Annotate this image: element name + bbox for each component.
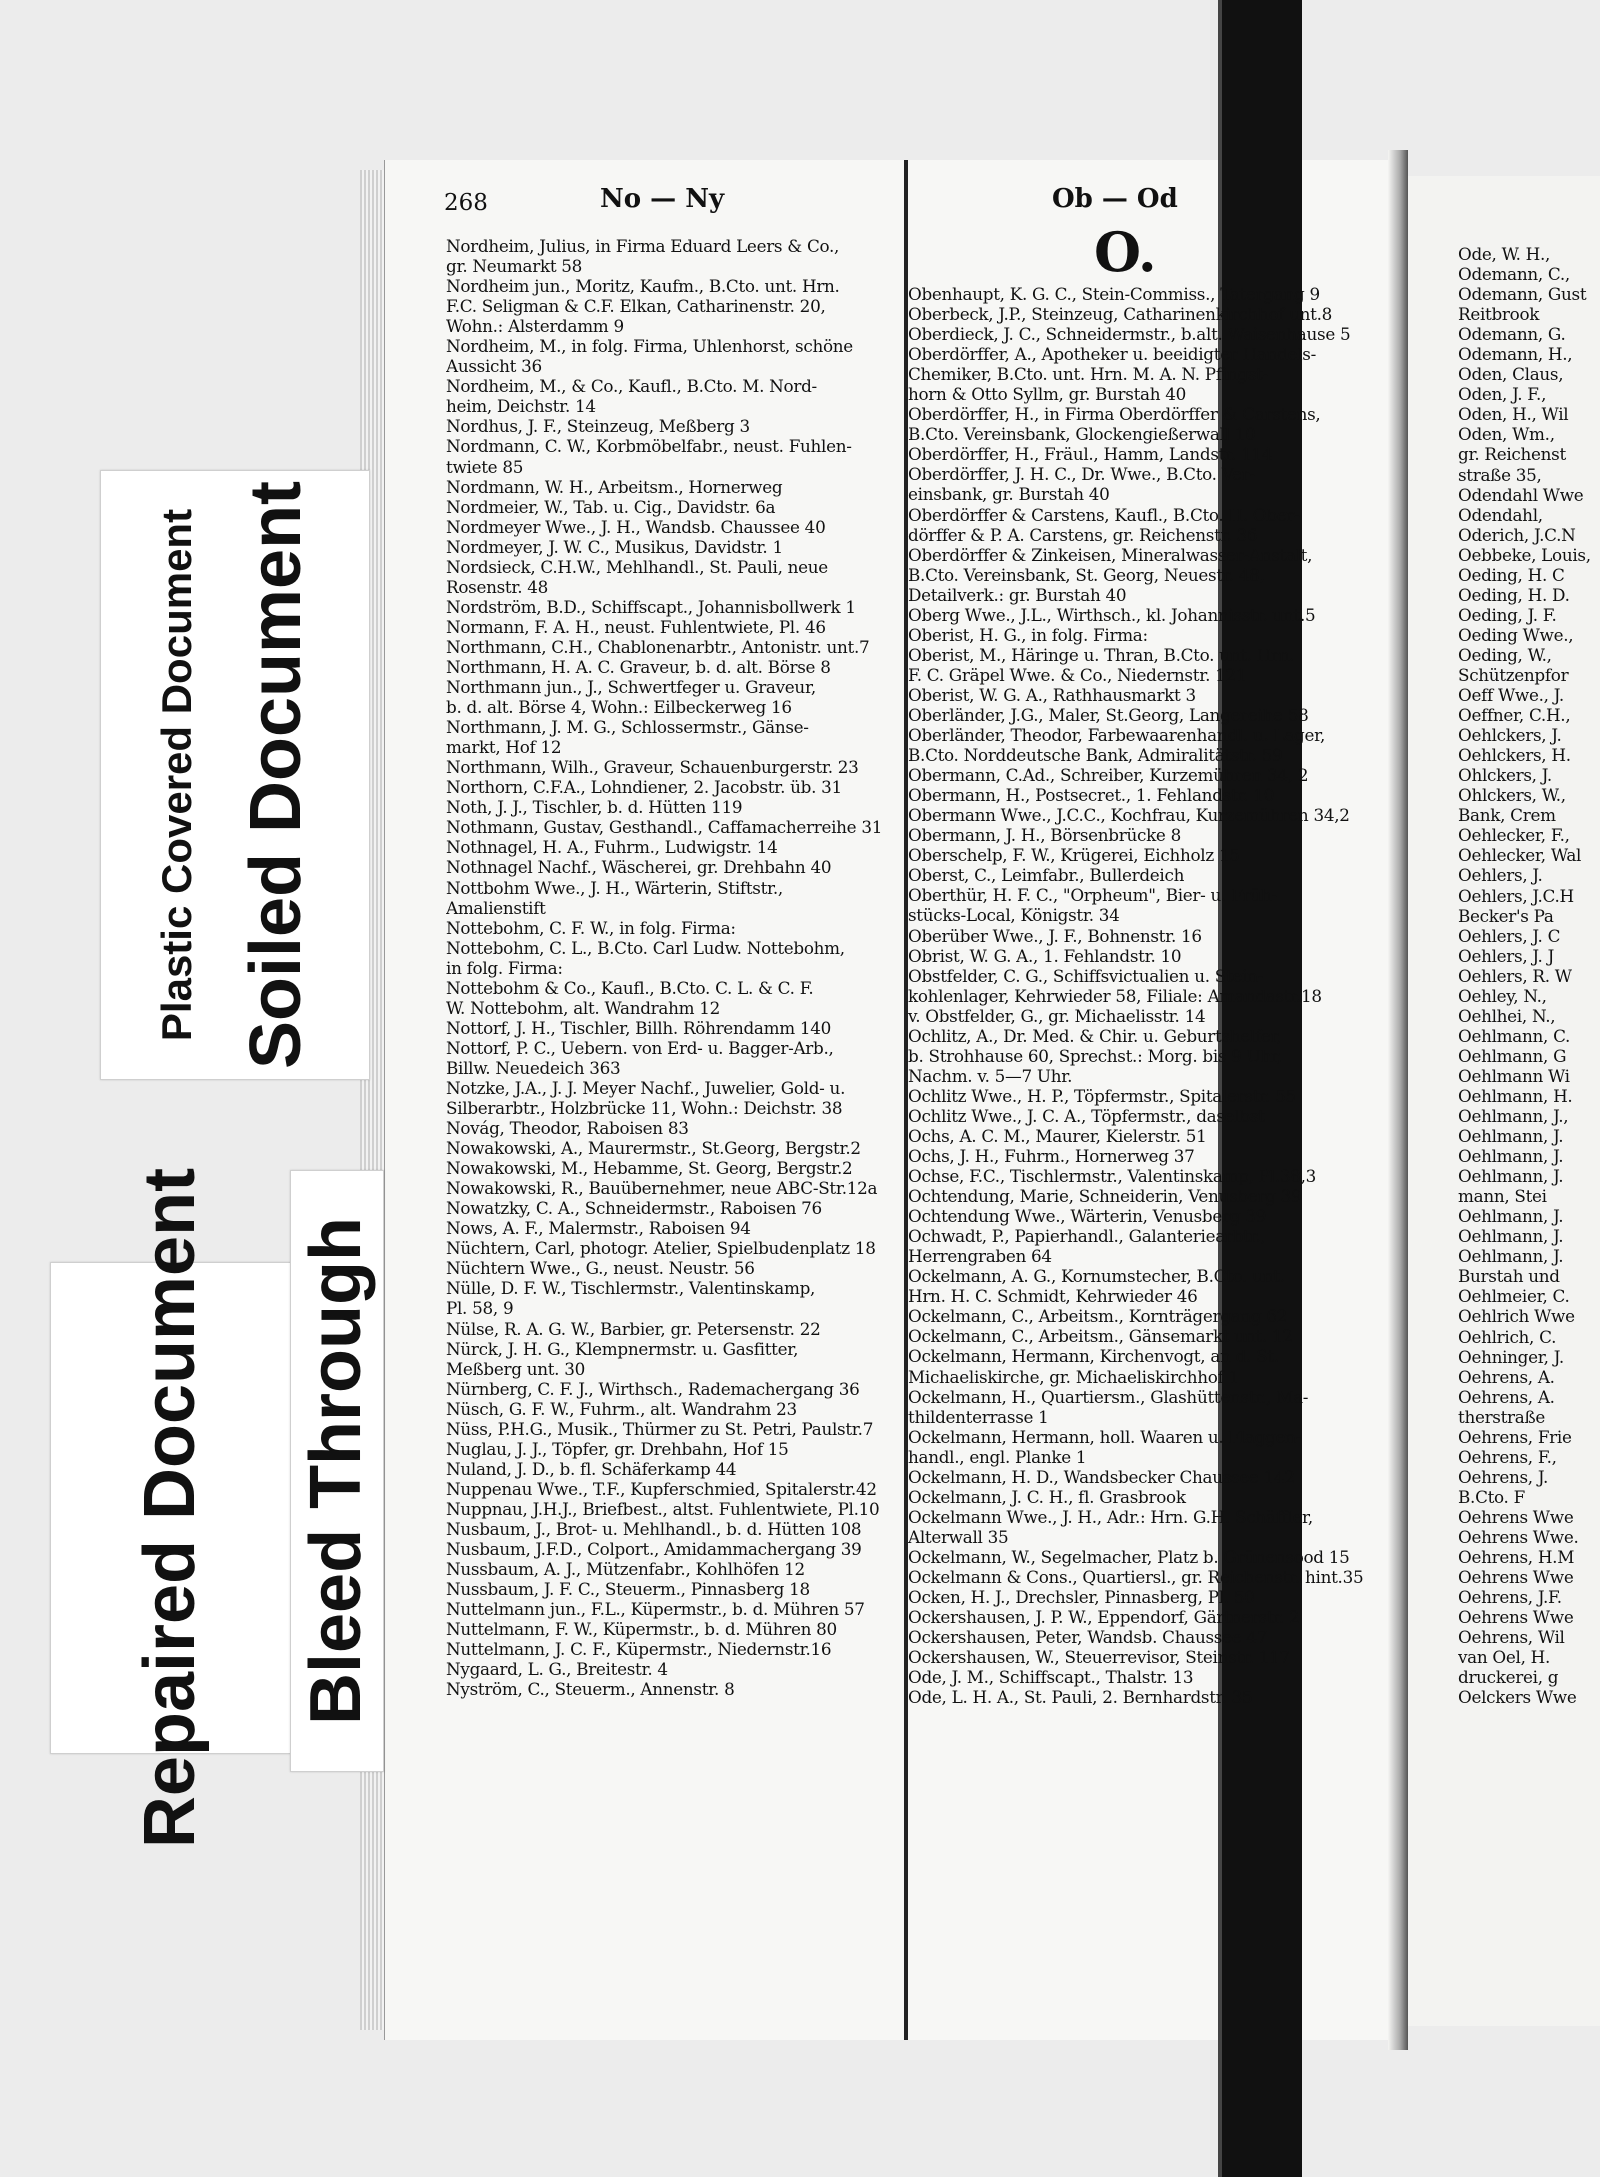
entry-line: Oehrens Wwe xyxy=(1458,1607,1574,1628)
entry-line: Obstfelder, C. G., Schiffsvictualien u. Stein- xyxy=(908,965,1264,986)
entry-line: Oden, J. F., xyxy=(1458,384,1547,405)
entry-line: Oberdörffer & Carstens, Kaufl., B.Cto. H. Ober- xyxy=(908,504,1300,525)
entry-line: Oehlmann, J. xyxy=(1458,1166,1564,1187)
entry-line: Ockelmann, H. D., Wandsbecker Chaussee 142 xyxy=(908,1466,1295,1487)
entry-line: Alterwall 35 xyxy=(908,1526,1009,1547)
entry-line: Nuttelmann, F. W., Küpermstr., b. d. Mühren 80 xyxy=(446,1619,837,1640)
entry-line: Oehrens, F., xyxy=(1458,1446,1557,1467)
entry-line: Nowakowski, M., Hebamme, St. Georg, Bergstr.2 xyxy=(446,1158,853,1179)
entry-line: Oden, H., Wil xyxy=(1458,404,1569,425)
entry-line: Oberist, M., Häringe u. Thran, B.Cto. unt. Hrn. xyxy=(908,644,1295,665)
entry-line: Ockelmann, H., Quartiersm., Glashüttenstr., Ma- xyxy=(908,1386,1309,1407)
entry-line: Ockelmann, Hermann, Kirchenvogt, an d. St. xyxy=(908,1346,1279,1367)
entry-line: Odemann, G. xyxy=(1458,324,1566,345)
entry-line: Ockelmann, Hermann, holl. Waaren u. Flaggen- xyxy=(908,1426,1302,1447)
entry-line: van Oel, H. xyxy=(1458,1647,1551,1668)
entry-line: Obermann, J. H., Börsenbrücke 8 xyxy=(908,825,1181,846)
entry-line: Burstah und xyxy=(1458,1266,1560,1287)
entry-line: Odemann, H., xyxy=(1458,344,1573,365)
entry-line: Nordheim, M., & Co., Kaufl., B.Cto. M. Nord- xyxy=(446,376,817,397)
entry-line: Oberdörffer, J. H. C., Dr. Wwe., B.Cto. Ver- xyxy=(908,464,1255,485)
entry-line: Oeding, H. D. xyxy=(1458,584,1570,605)
entry-line: Oberthür, H. F. C., "Orpheum", Bier- u. Früh- xyxy=(908,885,1277,906)
entry-line: thildenterrasse 1 xyxy=(908,1406,1049,1427)
entry-line: Meßberg unt. 30 xyxy=(446,1358,585,1379)
entry-line: Ochse, F.C., Tischlermstr., Valentinskamp, Pl.38,3 xyxy=(908,1166,1317,1187)
entry-line: b. d. alt. Börse 4, Wohn.: Eilbeckerweg 16 xyxy=(446,697,792,718)
entry-line: Nordmeier, W., Tab. u. Cig., Davidstr. 6a xyxy=(446,496,776,517)
entry-line: Reitbrook xyxy=(1458,304,1540,325)
entry-line: Oden, Wm., xyxy=(1458,424,1555,445)
entry-line: Oehlmann Wi xyxy=(1458,1065,1570,1086)
entry-line: Ochs, A. C. M., Maurer, Kielerstr. 51 xyxy=(908,1125,1207,1146)
book-fold xyxy=(1388,150,1408,2050)
entry-line: Oehlers, J. J xyxy=(1458,945,1555,966)
entry-line: Oberländer, Theodor, Farbewaarenhandl. u. Lager, xyxy=(908,725,1326,746)
entry-line: Nowakowski, R., Bauübernehmer, neue ABC-Str.12a xyxy=(446,1178,878,1199)
entry-line: Nuglau, J. J., Töpfer, gr. Drehbahn, Hof 15 xyxy=(446,1438,789,1459)
entry-line: Nürnberg, C. F. J., Wirthsch., Rademachergang 36 xyxy=(446,1378,860,1399)
entry-line: druckerei, g xyxy=(1458,1667,1559,1688)
entry-line: Nowakowski, A., Maurermstr., St.Georg, Bergstr.2 xyxy=(446,1138,861,1159)
entry-line: Oberdörffer, H., in Firma Oberdörffer & Carstens, xyxy=(908,404,1321,425)
entry-line: Oehlers, R. W xyxy=(1458,965,1572,986)
entry-line: Nothnagel, H. A., Fuhrm., Ludwigstr. 14 xyxy=(446,837,778,858)
entry-line: Oeffner, C.H., xyxy=(1458,705,1571,726)
entry-line: Oehrens Wwe xyxy=(1458,1506,1574,1527)
entry-line: Oebbeke, Louis, xyxy=(1458,544,1591,565)
entry-line: Herrengraben 64 xyxy=(908,1246,1052,1267)
entry-line: Nothnagel Nachf., Wäscherei, gr. Drehbahn 40 xyxy=(446,857,832,878)
entry-line: Nüsch, G. F. W., Fuhrm., alt. Wandrahm 23 xyxy=(446,1398,797,1419)
entry-line: Nuttelmann jun., F.L., Küpermstr., b. d. Mühren 57 xyxy=(446,1599,865,1620)
entry-line: Ochs, J. H., Fuhrm., Hornerweg 37 xyxy=(908,1146,1195,1167)
entry-line: Nuttelmann, J. C. F., Küpermstr., Niedernstr.16 xyxy=(446,1639,832,1660)
entry-line: B.Cto. Vereinsbank, St. Georg, Neuestr. 48, xyxy=(908,564,1265,585)
label-bleed-through: Bleed Through xyxy=(296,1217,377,1725)
entry-line: Oelckers Wwe xyxy=(1458,1687,1577,1708)
entry-line: Nusbaum, J., Brot- u. Mehlhandl., b. d. Hütten 108 xyxy=(446,1519,862,1539)
entry-line: Rosenstr. 48 xyxy=(446,576,549,597)
entry-line: Oehninger, J. xyxy=(1458,1346,1564,1367)
entry-line: Ode, J. M., Schiffscapt., Thalstr. 13 xyxy=(908,1667,1194,1688)
entry-line: Nottbohm Wwe., J. H., Wärterin, Stiftstr., xyxy=(446,877,783,898)
entry-line: Northmann jun., J., Schwertfeger u. Graveur, xyxy=(446,677,816,698)
entry-line: Oderich, J.C.N xyxy=(1458,524,1576,545)
entry-line: Ockelmann, C., Arbeitsm., Gänsemarkt unt. 12 xyxy=(908,1326,1293,1347)
entry-line: Michaeliskirche, gr. Michaeliskirchhof 1 xyxy=(908,1366,1239,1387)
entry-line: Noth, J. J., Tischler, b. d. Hütten 119 xyxy=(446,797,743,818)
entry-line: Ochtendung, Marie, Schneiderin, Venusberg 39 xyxy=(908,1186,1302,1207)
entry-line: Oberbeck, J.P., Steinzeug, Catharinenkirchhof unt.8 xyxy=(908,304,1332,325)
entry-line: Oehlecker, Wal xyxy=(1458,845,1582,866)
entry-line: Oeding, J. F. xyxy=(1458,604,1557,625)
entry-line: Detailverk.: gr. Burstah 40 xyxy=(908,584,1127,605)
entry-line: Hrn. H. C. Schmidt, Kehrwieder 46 xyxy=(908,1286,1198,1307)
entry-line: Oehrens Wwe. xyxy=(1458,1527,1579,1547)
entry-line: Obrist, W. G. A., 1. Fehlandstr. 10 xyxy=(908,945,1182,966)
entry-line: Nordmann, W. H., Arbeitsm., Hornerweg xyxy=(446,476,783,497)
entry-line: straße 35, xyxy=(1458,464,1542,485)
entry-line: Oehlecker, F., xyxy=(1458,825,1570,846)
entry-line: Oehlmann, C. xyxy=(1458,1025,1571,1046)
right-column xyxy=(1458,244,1600,1707)
entry-line: Ockelmann Wwe., J. H., Adr.: Hrn. G.H. Schäffler, xyxy=(908,1506,1313,1527)
entry-line: Nüchtern Wwe., G., neust. Neustr. 56 xyxy=(446,1258,755,1279)
entry-line: kohlenlager, Kehrwieder 58, Filiale: Amandastr.18 xyxy=(908,985,1322,1006)
entry-line: Oberist, W. G. A., Rathhausmarkt 3 xyxy=(908,684,1196,705)
entry-line: Oehlers, J.C.H xyxy=(1458,885,1574,906)
entry-line: Oehrens, Frie xyxy=(1458,1426,1572,1447)
entry-line: Oehlmann, G xyxy=(1458,1045,1567,1066)
entry-line: heim, Deichstr. 14 xyxy=(446,396,596,417)
entry-line: Nussbaum, A. J., Mützenfabr., Kohlhöfen 12 xyxy=(446,1559,805,1580)
entry-line: markt, Hof 12 xyxy=(446,737,562,758)
entry-line: stücks-Local, Königstr. 34 xyxy=(908,905,1120,926)
entry-line: B.Cto. F xyxy=(1458,1486,1525,1507)
entry-line: Oehlmann, J. xyxy=(1458,1246,1564,1267)
entry-line: gr. Reichenst xyxy=(1458,444,1566,465)
entry-line: Amalienstift xyxy=(446,897,546,918)
entry-line: handl., engl. Planke 1 xyxy=(908,1446,1087,1467)
entry-line: therstraße xyxy=(1458,1406,1546,1427)
entry-line: in folg. Firma: xyxy=(446,957,563,978)
entry-line: einsbank, gr. Burstah 40 xyxy=(908,484,1110,505)
entry-line: Billw. Neuedeich 363 xyxy=(446,1057,621,1078)
entry-line: Obermann, C.Ad., Schreiber, Kurzemühren 34, 2 xyxy=(908,765,1309,786)
entry-line: Ode, L. H. A., St. Pauli, 2. Bernhardstr. 35 xyxy=(908,1687,1253,1708)
entry-line: Oehlmann, H. xyxy=(1458,1085,1573,1106)
entry-line: Obermann Wwe., J.C.C., Kochfrau, Kurzemühren 34,2 xyxy=(908,805,1350,826)
entry-line: Oberist, H. G., in folg. Firma: xyxy=(908,624,1148,645)
label-repaired-box xyxy=(50,1167,292,1849)
entry-line: Nottebohm & Co., Kaufl., B.Cto. C. L. & C. F. xyxy=(446,977,814,998)
entry-line: Ockelmann & Cons., Quartiersl., gr. Reichenstr. hint.35 xyxy=(908,1567,1364,1587)
entry-line: Silberarbtr., Holzbrücke 11, Wohn.: Deichstr. 38 xyxy=(446,1098,843,1119)
label-bleed-box xyxy=(290,1170,384,1772)
entry-line: Oehlhei, N., xyxy=(1458,1005,1556,1026)
entry-line: Northmann, J. M. G., Schlossermstr., Gänse- xyxy=(446,717,809,738)
entry-line: Oehrens, H.M xyxy=(1458,1547,1575,1568)
entry-line: Northorn, C.F.A., Lohndiener, 2. Jacobstr. üb. 31 xyxy=(446,777,842,798)
entry-line: Nordmeyer Wwe., J. H., Wandsb. Chaussee 40 xyxy=(446,516,826,537)
entry-line: Nordmeyer, J. W. C., Musikus, Davidstr. 1 xyxy=(446,536,783,557)
entry-line: Ohlckers, J. xyxy=(1458,765,1552,786)
entry-line: Nüchtern, Carl, photogr. Atelier, Spielbudenplatz 18 xyxy=(446,1238,876,1259)
entry-line: B.Cto. Vereinsbank, Glockengießerwall 10 xyxy=(908,424,1256,445)
entry-line: Bank, Crem xyxy=(1458,805,1556,826)
entry-line: Oehrens, J. xyxy=(1458,1466,1548,1487)
entry-line: Odemann, Gust xyxy=(1458,284,1587,305)
entry-line: Nottorf, P. C., Uebern. von Erd- u. Bagger-Arb., xyxy=(446,1037,834,1058)
entry-line: Ochwadt, P., Papierhandl., Galanteriearbtr., xyxy=(908,1226,1266,1247)
entry-line: Oehrens Wwe xyxy=(1458,1567,1574,1588)
entry-line: Oberschelp, F. W., Krügerei, Eichholz 15 xyxy=(908,845,1240,866)
entry-line: B.Cto. Norddeutsche Bank, Admiralitätstr. 59 xyxy=(908,745,1283,766)
middle-column xyxy=(908,284,1384,1707)
entry-line: Schützenpfor xyxy=(1458,664,1569,685)
entry-line: Chemiker, B.Cto. unt. Hrn. M. A. N. Pfingst- xyxy=(908,364,1268,385)
entry-line: Oden, Claus, xyxy=(1458,364,1564,385)
entry-line: Oeding, W., xyxy=(1458,644,1552,665)
label-repaired: Repaired Document xyxy=(130,1167,211,1849)
entry-line: Nussbaum, J. F. C., Steuerm., Pinnasberg 18 xyxy=(446,1579,810,1600)
entry-line: Nuppnau, J.H.J., Briefbest., altst. Fuhlentwiete, Pl.10 xyxy=(446,1498,880,1519)
label-plastic-covered: Plastic Covered Document xyxy=(153,508,201,1042)
entry-line: Nürck, J. H. G., Klempnermstr. u. Gasfitter, xyxy=(446,1338,799,1359)
entry-line: Oehley, N., xyxy=(1458,985,1547,1006)
entry-line: gr. Neumarkt 58 xyxy=(446,256,583,277)
entry-line: Oehlmann, J. xyxy=(1458,1226,1564,1247)
entry-line: Oehlers, J. C xyxy=(1458,925,1561,946)
entry-line: Oberländer, J.G., Maler, St.Georg, Langereihe 58 xyxy=(908,704,1309,725)
entry-line: horn & Otto Syllm, gr. Burstah 40 xyxy=(908,384,1187,405)
entry-line: Ockelmann, W., Segelmacher, Platz b. Grünensood 15 xyxy=(908,1546,1350,1567)
entry-line: Ochlitz, A., Dr. Med. & Chir. u. Geburtshelfer, xyxy=(908,1025,1282,1046)
entry-line: b. Strohhause 60, Sprechst.: Morg. bis 9 Uhr, xyxy=(908,1045,1282,1066)
entry-line: Ockelmann, J. C. H., fl. Grasbrook xyxy=(908,1486,1186,1507)
entry-line: Northmann, H. A. C. Graveur, b. d. alt. Börse 8 xyxy=(446,656,831,677)
entry-line: Notzke, J.A., J. J. Meyer Nachf., Juwelier, Gold- u. xyxy=(446,1077,846,1098)
entry-line: Pl. 58, 9 xyxy=(446,1298,514,1319)
entry-line: Oehlmann, J. xyxy=(1458,1206,1564,1227)
entry-line: Nusbaum, J.F.D., Colport., Amidammachergang 39 xyxy=(446,1539,862,1560)
entry-line: Nordmann, C. W., Korbmöbelfabr., neust. Fuhlen- xyxy=(446,436,852,457)
entry-line: Oehrens, Wil xyxy=(1458,1627,1565,1648)
entry-line: Oehlmann, J., xyxy=(1458,1106,1569,1127)
section-letter: O. xyxy=(1094,220,1157,284)
entry-line: Nachm. v. 5—7 Uhr. xyxy=(908,1065,1073,1086)
entry-line: Aussicht 36 xyxy=(446,356,542,377)
header-left: No — Ny xyxy=(600,184,725,214)
entry-line: W. Nottebohm, alt. Wandrahm 12 xyxy=(446,997,720,1018)
entry-line: Nordhus, J. F., Steinzeug, Meßberg 3 xyxy=(446,416,750,437)
entry-line: Ocken, H. J., Drechsler, Pinnasberg, Pl. 50 xyxy=(908,1587,1255,1608)
entry-line: Wohn.: Alsterdamm 9 xyxy=(446,316,624,337)
label-plastic-soiled xyxy=(100,470,370,1080)
header-middle: Ob — Od xyxy=(1052,184,1178,214)
entry-line: Oeding Wwe., xyxy=(1458,624,1574,645)
entry-line: Oehlrich, C. xyxy=(1458,1326,1557,1347)
entry-line: Nülse, R. A. G. W., Barbier, gr. Petersenstr. 22 xyxy=(446,1318,821,1339)
entry-line: mann, Stei xyxy=(1458,1186,1547,1207)
entry-line: Oberdörffer, A., Apotheker u. beeidigter Handels- xyxy=(908,344,1316,365)
entry-line: Odendahl Wwe xyxy=(1458,484,1584,505)
entry-line: Ockershausen, J. P. W., Eppendorf, Gärtnerstr. 2 xyxy=(908,1607,1300,1628)
entry-line: F.C. Seligman & C.F. Elkan, Catharinenstr. 20, xyxy=(446,296,826,317)
entry-line: Nows, A. F., Malermstr., Raboisen 94 xyxy=(446,1218,751,1239)
entry-line: Oberst, C., Leimfabr., Bullerdeich xyxy=(908,865,1185,886)
entry-line: Oehlmann, J. xyxy=(1458,1126,1564,1147)
entry-line: Oehlckers, J. xyxy=(1458,725,1562,746)
entry-line: Ockershausen, Peter, Wandsb. Chaussee 47 xyxy=(908,1627,1268,1648)
entry-line: Oehrens, A. xyxy=(1458,1386,1555,1407)
entry-line: Nyström, C., Steuerm., Annenstr. 8 xyxy=(446,1679,735,1700)
entry-line: Oeding, H. C xyxy=(1458,564,1565,585)
entry-line: Ockershausen, W., Steuerrevisor, Steinstr. 117 xyxy=(908,1647,1290,1668)
entry-line: Nuppenau Wwe., T.F., Kupferschmied, Spitalerstr.42 xyxy=(446,1478,877,1499)
entry-line: Northmann, Wilh., Graveur, Schauenburgerstr. 23 xyxy=(446,757,859,778)
entry-line: Ockelmann, A. G., Kornumstecher, B.Cto. unt. xyxy=(908,1266,1285,1287)
entry-line: Nowatzky, C. A., Schneidermstr., Raboisen 76 xyxy=(446,1198,822,1219)
entry-line: Nygaard, L. G., Breitestr. 4 xyxy=(446,1659,668,1680)
entry-line: Oehrens, J.F. xyxy=(1458,1587,1562,1608)
entry-line: Nordheim jun., Moritz, Kaufm., B.Cto. unt. Hrn. xyxy=(446,276,840,297)
entry-line: Nothmann, Gustav, Gesthandl., Caffamacherreihe 31 xyxy=(446,817,883,838)
entry-line: Odendahl, xyxy=(1458,504,1543,525)
entry-line: Oehlckers, H. xyxy=(1458,745,1571,766)
entry-line: Obenhaupt, K. G. C., Stein-Commiss., Tatergang 9 xyxy=(908,284,1320,304)
entry-line: Oberg Wwe., J.L., Wirthsch., kl. Johannisstr. unt.5 xyxy=(908,604,1316,625)
entry-line: Nüss, P.H.G., Musik., Thürmer zu St. Petri, Paulstr.7 xyxy=(446,1418,874,1439)
entry-line: Nottebohm, C. L., B.Cto. Carl Ludw. Nottebohm, xyxy=(446,937,845,958)
entry-line: Oehlmeier, C. xyxy=(1458,1286,1570,1307)
entry-line: Oehrens, A. xyxy=(1458,1366,1555,1387)
entry-line: dörffer & P. A. Carstens, gr. Reichenstr. 36 xyxy=(908,524,1258,545)
left-column xyxy=(446,236,902,1699)
entry-line: Obermann, H., Postsecret., 1. Fehlandstr. 10 xyxy=(908,785,1275,806)
entry-line: twiete 85 xyxy=(446,456,524,477)
entry-line: Oberdörffer & Zinkeisen, Mineralwasser-Anstalt, xyxy=(908,544,1313,565)
entry-line: Odemann, C., xyxy=(1458,264,1570,285)
entry-line: Nottebohm, C. F. W., in folg. Firma: xyxy=(446,917,736,938)
entry-line: Oberüber Wwe., J. F., Bohnenstr. 16 xyxy=(908,925,1202,946)
entry-line: Normann, F. A. H., neust. Fuhlentwiete, Pl. 46 xyxy=(446,616,826,637)
page-number: 268 xyxy=(444,190,488,216)
entry-line: Novág, Theodor, Raboisen 83 xyxy=(446,1118,689,1139)
entry-line: Ochlitz Wwe., H. P., Töpfermstr., Spitalerstr. 55 xyxy=(908,1085,1296,1106)
entry-line: Oehlmann, J. xyxy=(1458,1146,1564,1167)
entry-line: F. C. Gräpel Wwe. & Co., Niedernstr. 121 xyxy=(908,664,1247,685)
entry-line: Northmann, C.H., Chablonenarbtr., Antonistr. unt.7 xyxy=(446,636,870,657)
entry-line: Oehlrich Wwe xyxy=(1458,1306,1575,1327)
entry-line: Ohlckers, W., xyxy=(1458,785,1566,806)
entry-line: Nordheim, M., in folg. Firma, Uhlenhorst, schöne xyxy=(446,336,853,357)
entry-line: Nordsieck, C.H.W., Mehlhandl., St. Pauli, neue xyxy=(446,556,828,577)
label-soiled: Soiled Document xyxy=(236,480,317,1070)
entry-line: Nordheim, Julius, in Firma Eduard Leers & Co., xyxy=(446,236,840,256)
entry-line: Oberdieck, J. C., Schneidermstr., b.alt. Waisenhause 5 xyxy=(908,324,1351,345)
entry-line: Nuland, J. D., b. fl. Schäferkamp 44 xyxy=(446,1458,737,1479)
entry-line: Nülle, D. F. W., Tischlermstr., Valentinskamp, xyxy=(446,1278,816,1299)
entry-line: Becker's Pa xyxy=(1458,905,1554,926)
entry-line: Ochlitz Wwe., J. C. A., Töpfermstr., daselbst xyxy=(908,1105,1265,1126)
entry-line: Ockelmann, C., Arbeitsm., Kornträgergang 62 xyxy=(908,1306,1288,1327)
entry-line: Ode, W. H., xyxy=(1458,244,1551,264)
entry-line: Nordström, B.D., Schiffscapt., Johannisbollwerk 1 xyxy=(446,596,856,617)
entry-line: Oberdörffer, H., Fräul., Hamm, Landstr. 114 xyxy=(908,444,1273,465)
entry-line: Ochtendung Wwe., Wärterin, Venusberg 39 xyxy=(908,1206,1266,1227)
entry-line: Nottorf, J. H., Tischler, Billh. Röhrendamm 140 xyxy=(446,1017,831,1038)
entry-line: Oeff Wwe., J. xyxy=(1458,685,1564,706)
entry-line: Oehlers, J. xyxy=(1458,865,1543,886)
entry-line: v. Obstfelder, G., gr. Michaelisstr. 14 xyxy=(908,1005,1206,1026)
